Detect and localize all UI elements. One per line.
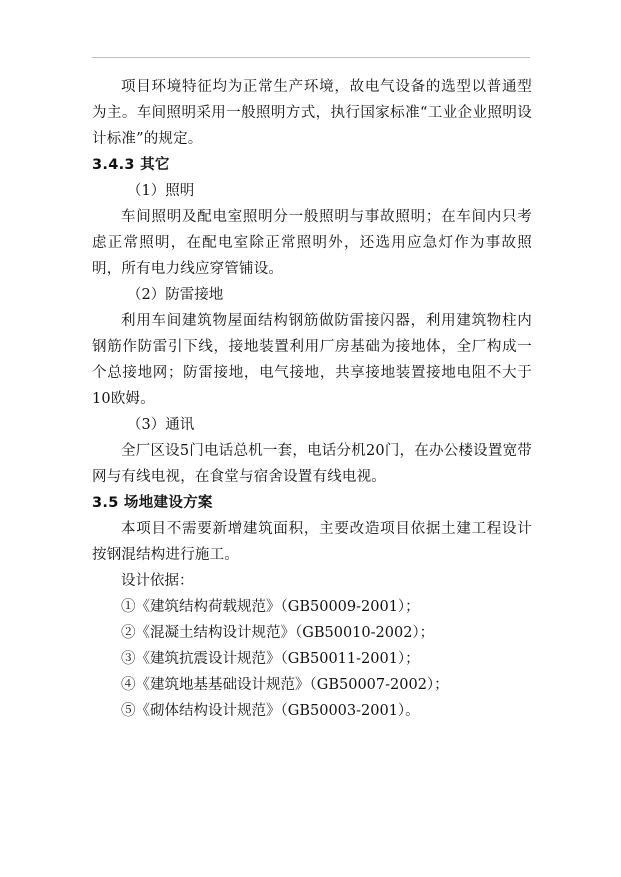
- design-basis-item: ①《建筑结构荷载规范》（GB50009-2001）；: [121, 599, 420, 615]
- design-basis-item: ④《建筑地基基础设计规范》（GB50007-2002）；: [121, 677, 449, 693]
- document-body: [92, 74, 532, 724]
- subheading-lightning-protection: （2）防雷接地: [127, 287, 224, 303]
- section-heading-site-plan: 3.5 场地建设方案: [92, 495, 213, 511]
- design-basis-label: 设计依据：: [121, 573, 194, 589]
- environment-paragraph: 项目环境特征均为正常生产环境，故电气设备的选型以普通型为主。车间照明采用一般照明方式，执行国家标准“工业企业照明设计标准”的规定。: [92, 79, 532, 147]
- section-heading-other: 3.4.3 其它: [92, 157, 170, 173]
- lighting-paragraph: 车间照明及配电室照明分一般照明与事故照明；在车间内只考虑正常照明，在配电室除正常照明外，还选用应急灯作为事故照明，所有电力线应穿管铺设。: [92, 209, 532, 277]
- site-plan-paragraph: 本项目不需要新增建筑面积，主要改造项目依据土建工程设计按钢混结构进行施工。: [92, 521, 532, 563]
- page-header-rule: [92, 57, 530, 58]
- subheading-lighting: （1）照明: [127, 183, 195, 199]
- communication-paragraph: 全厂区设5门电话总机一套，电话分机20门，在办公楼设置宽带网与有线电视，在食堂与宿舍设置有线电视。: [92, 443, 532, 485]
- lightning-protection-paragraph: 利用车间建筑物屋面结构钢筋做防雷接闪器，利用建筑物柱内钢筋作防雷引下线，接地装置利用厂房基础为接地体，全厂构成一个总接地网；防雷接地，电气接地，共享接地装置接地电阻不大于10欧姆。: [92, 313, 532, 407]
- design-basis-item: ⑤《砌体结构设计规范》（GB50003-2001）。: [121, 703, 420, 719]
- design-basis-item: ②《混凝土结构设计规范》（GB50010-2002）；: [121, 625, 435, 641]
- design-basis-item: ③《建筑抗震设计规范》（GB50011-2001）；: [121, 651, 420, 667]
- subheading-communication: （3）通讯: [127, 417, 195, 433]
